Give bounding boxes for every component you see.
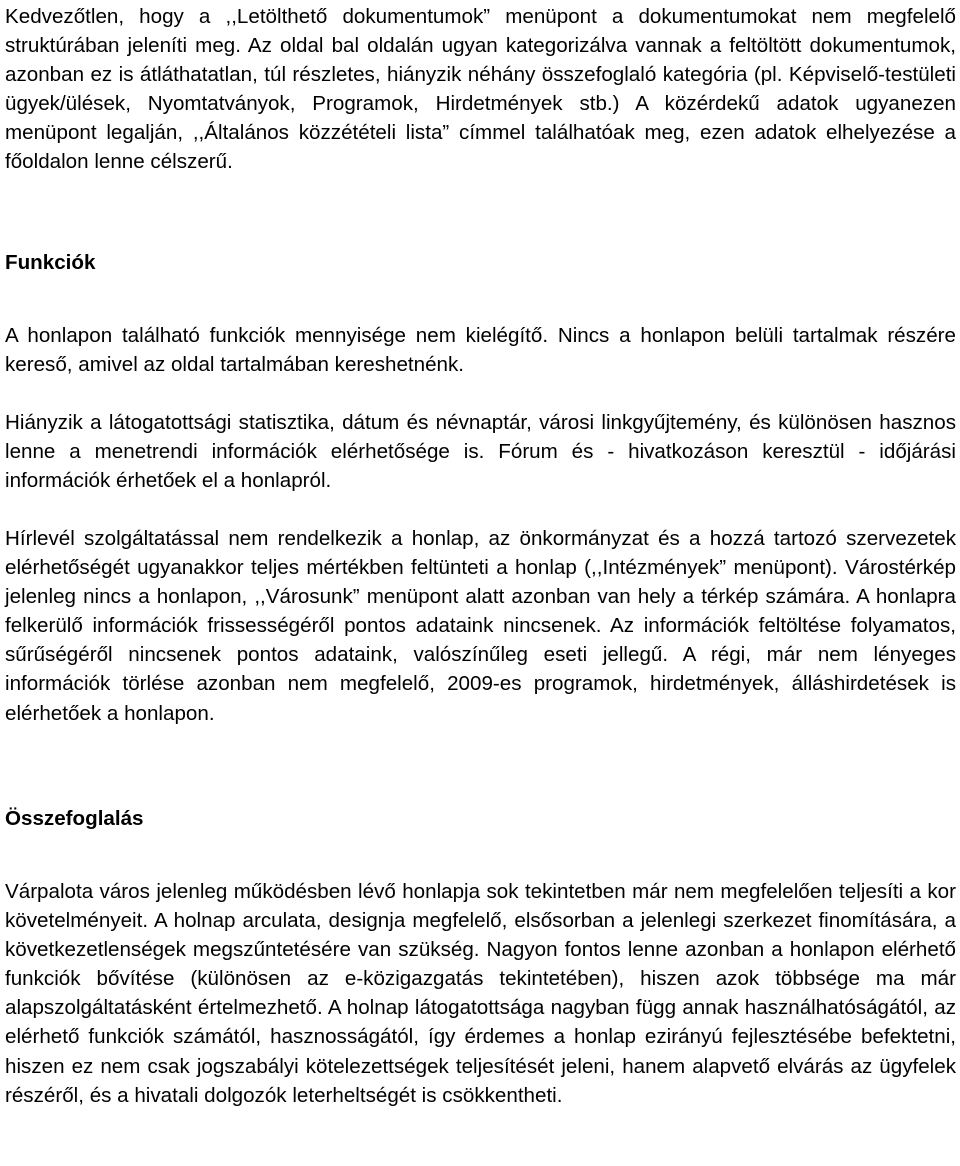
intro-paragraph: Kedvezőtlen, hogy a ,,Letölthető dokumentumok” menüpont a dokumentumokat nem megfelelő struktúrában jeleníti meg. Az oldal bal oldalán ugyan kategorizálva vannak a feltöltött dokumentumok, azonban ez is átláthatatlan, túl részletes, hiányzik néhány összefoglaló kategória (pl. Képviselő-testületi ügyek/ülések, Nyomtatványok, Programok, Hirdetmények stb.) A közérdekű adatok ugyanezen menüpont legalján, ,,Általános közzétételi lista” címmel találhatóak meg, ezen adatok elhelyezése a főoldalon lenne célszerű. xyxy=(5,5,956,174)
section-heading-osszefoglalas: Összefoglalás xyxy=(5,807,144,830)
paragraph-funkciok-1: A honlapon található funkciók mennyisége nem kielégítő. Nincs a honlapon belüli tartalmak részére kereső, amivel az oldal tartalmában kereshetnénk. xyxy=(5,324,956,377)
paragraph-funkciok-3: Hírlevél szolgáltatással nem rendelkezik a honlap, az önkormányzat és a hozzá tartozó szervezetek elérhetőségét ugyanakkor teljes mértékben feltünteti a honlap (,,Intézmények” menüpont). Várostérkép jelenleg nincs a honlapon, ,,Városunk” menüpont alatt azonban van hely a térkép számára. A honlapra felkerülő információk frissességéről pontos adataink nincsenek. Az információk feltöltése folyamatos, sűrűségéről nincsenek pontos adataink, valószínűleg eseti jellegű. A régi, már nem lényeges információk törlése azonban nem megfelelő, 2009-es programok, hirdetmények, álláshirdetések is elérhetőek a honlapon. xyxy=(5,527,956,725)
section-heading-funkciok: Funkciók xyxy=(5,251,96,274)
paragraph-osszefoglalas-1: Várpalota város jelenleg működésben lévő honlapja sok tekintetben már nem megfelelően teljesíti a kor követelményeit. A holnap arculata, designja megfelelő, elsősorban a jelenlegi szerkezet finomítására, a következetlenségek megszűntetésére van szükség. Nagyon fontos lenne azonban a honlapon elérhető funkciók bővítése (különösen az e-közigazgatás tekintetében), hiszen azok többsége ma már alapszolgáltatásként értelmezhető. A holnap látogatottsága nagyban függ annak használhatóságától, az elérhető funkciók számától, hasznosságától, így érdemes a honlap ezirányú fejlesztésébe befektetni, hiszen ez nem csak jogszabályi kötelezettségek teljesítését jeleni, hanem alapvető elvárás az ügyfelek részéről, és a hivatali dolgozók leterheltségét is csökkentheti. xyxy=(5,880,956,1107)
paragraph-funkciok-2: Hiányzik a látogatottsági statisztika, dátum és névnaptár, városi linkgyűjtemény, és különösen hasznos lenne a menetrendi információk elérhetősége is. Fórum és - hivatkozáson keresztül - időjárási információk érhetőek el a honlapról. xyxy=(5,411,956,493)
